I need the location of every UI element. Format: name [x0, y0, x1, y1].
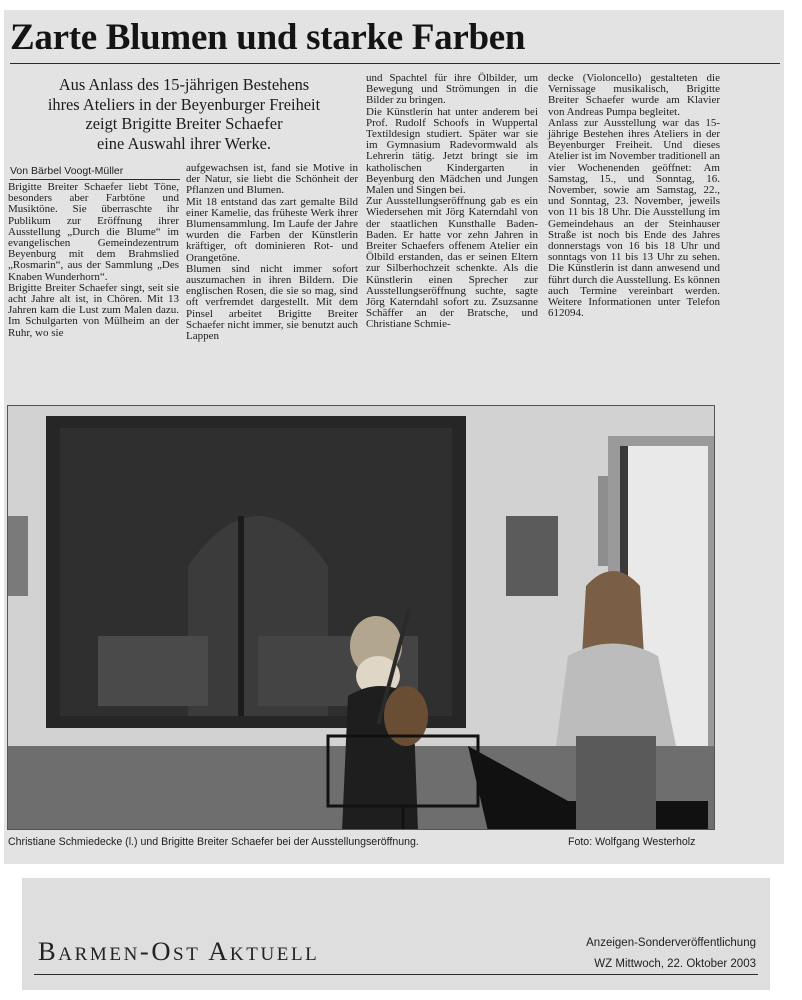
article-column-3: und Spachtel für ihre Ölbilder, um Bewegung und Strömungen in die Bilder zu bringen. Die Künstlerin hat unter anderem bei Prof. Rudolf Schoofs in Wuppertal Textildesign studiert. Später war sie im Gymnasium Radevormwald als Lehrerin tätig. Jetzt bringt sie im katholischen Kindergarten in Beyenburg den Mädchen und Jungen Malen und Singen bei. Zur Ausstellungseröffnung gab es ein Wiedersehen mit Jörg Katerndahl von der staatlichen Kunsthalle Baden-Baden. Er hatte vor zehn Jahren in Breiter Schaefers offenem Atelier ein Ölbild erstanden, das er seinen Eltern zur Silberhochzeit schenkte. Als die Künstlerin einen Sprecher zur Ausstellungseröffnung suchte, sagte Jörg Katerndahl sofort zu. Zsuzsanne Schäffer an der Bratsche, und Christiane Schmie-: [366, 72, 538, 331]
byline-rule: [10, 179, 180, 180]
article-column-1: Brigitte Breiter Schaefer liebt Töne, besonders aber Farbtöne und Musiktöne. Sie überraschte ihr Publikum zur Eröffnung ihrer Ausstellung „Durch die Blume“ im evangelischen Gemeindezentrum Beyenburg mit dem Brahmslied „Rosmarin“, aus der Sammlung „Des Knaben Wunderhorn“. Brigitte Breiter Schaefer singt, seit sie acht Jahre alt ist, in Chören. Mit 13 Jahren kam die Lust zum Malen dazu. Im Schulgarten von Mülheim an der Ruhr, wo sie: [8, 181, 179, 339]
headline-rule: [10, 63, 780, 64]
photo-credit: Foto: Wolfgang Westerholz: [568, 836, 696, 848]
exhibition-photo: [7, 405, 715, 830]
photo-caption: Christiane Schmiedecke (l.) und Brigitte Breiter Schaefer bei der Ausstellungseröffnung.: [8, 836, 419, 848]
masthead: Barmen-Ost Aktuell: [38, 936, 320, 966]
article-column-2: aufgewachsen ist, fand sie Motive in der Natur, sie liebt die Schönheit der Pflanzen und Blumen. Mit 18 entstand das zart gemalte Bild einer Kamelie, das früheste Werk ihrer Blumensammlung. Im Laufe der Jahre wurden die Farben der Künstlerin kräftiger, oft dominieren Rot- und Orangetöne. Blumen sind nicht immer sofort auszumachen in ihren Bildern. Die englischen Rosen, die sie so mag, sind oft verfremdet dargestellt. Mit dem Pinsel arbeitet Brigitte Breiter Schaefer nicht immer, sie benutzt auch Lappen: [186, 162, 358, 343]
article-subheadline: Aus Anlass des 15-jährigen Bestehens ihres Ateliers in der Beyenburger Freiheit zeigt Brigitte Breiter Schaefer eine Auswahl ihrer Werke.: [47, 75, 321, 153]
article-byline: Von Bärbel Voogt-Müller: [10, 165, 124, 177]
masthead-rule: [34, 974, 758, 975]
article-headline: Zarte Blumen und starke Farben: [10, 17, 526, 58]
publication-date: WZ Mittwoch, 22. Oktober 2003: [594, 958, 756, 970]
publication-note: Anzeigen-Sonderveröffentlichung: [586, 937, 756, 949]
article-column-4: decke (Violoncello) gestalteten die Vernissage musikalisch, Brigitte Breiter Schaefer wurde am Klavier von Andreas Pumpa begleitet. Anlass zur Ausstellung war das 15-jährige Bestehen ihres Ateliers in der Beyenburger Freiheit. Und dieses Atelier ist im November traditionell an vier Wochenenden geöffnet: Am Samstag, 15., und Sonntag, 16. November, sowie am Samstag, 22., und Sonntag, 23. November, jeweils von 11 bis 18 Uhr. Die Ausstellung im Gemeindehaus an der Steinhauser Straße ist noch bis Ende des Jahres donnerstags von 16 bis 18 Uhr und sonntags von 11 bis 13 Uhr zu sehen. Die Künstlerin ist dann anwesend und führt durch die Ausstellung. Es können auch Termine vereinbart werden. Weitere Informationen unter Telefon 612094.: [548, 72, 720, 320]
photo-scene: [8, 406, 715, 830]
